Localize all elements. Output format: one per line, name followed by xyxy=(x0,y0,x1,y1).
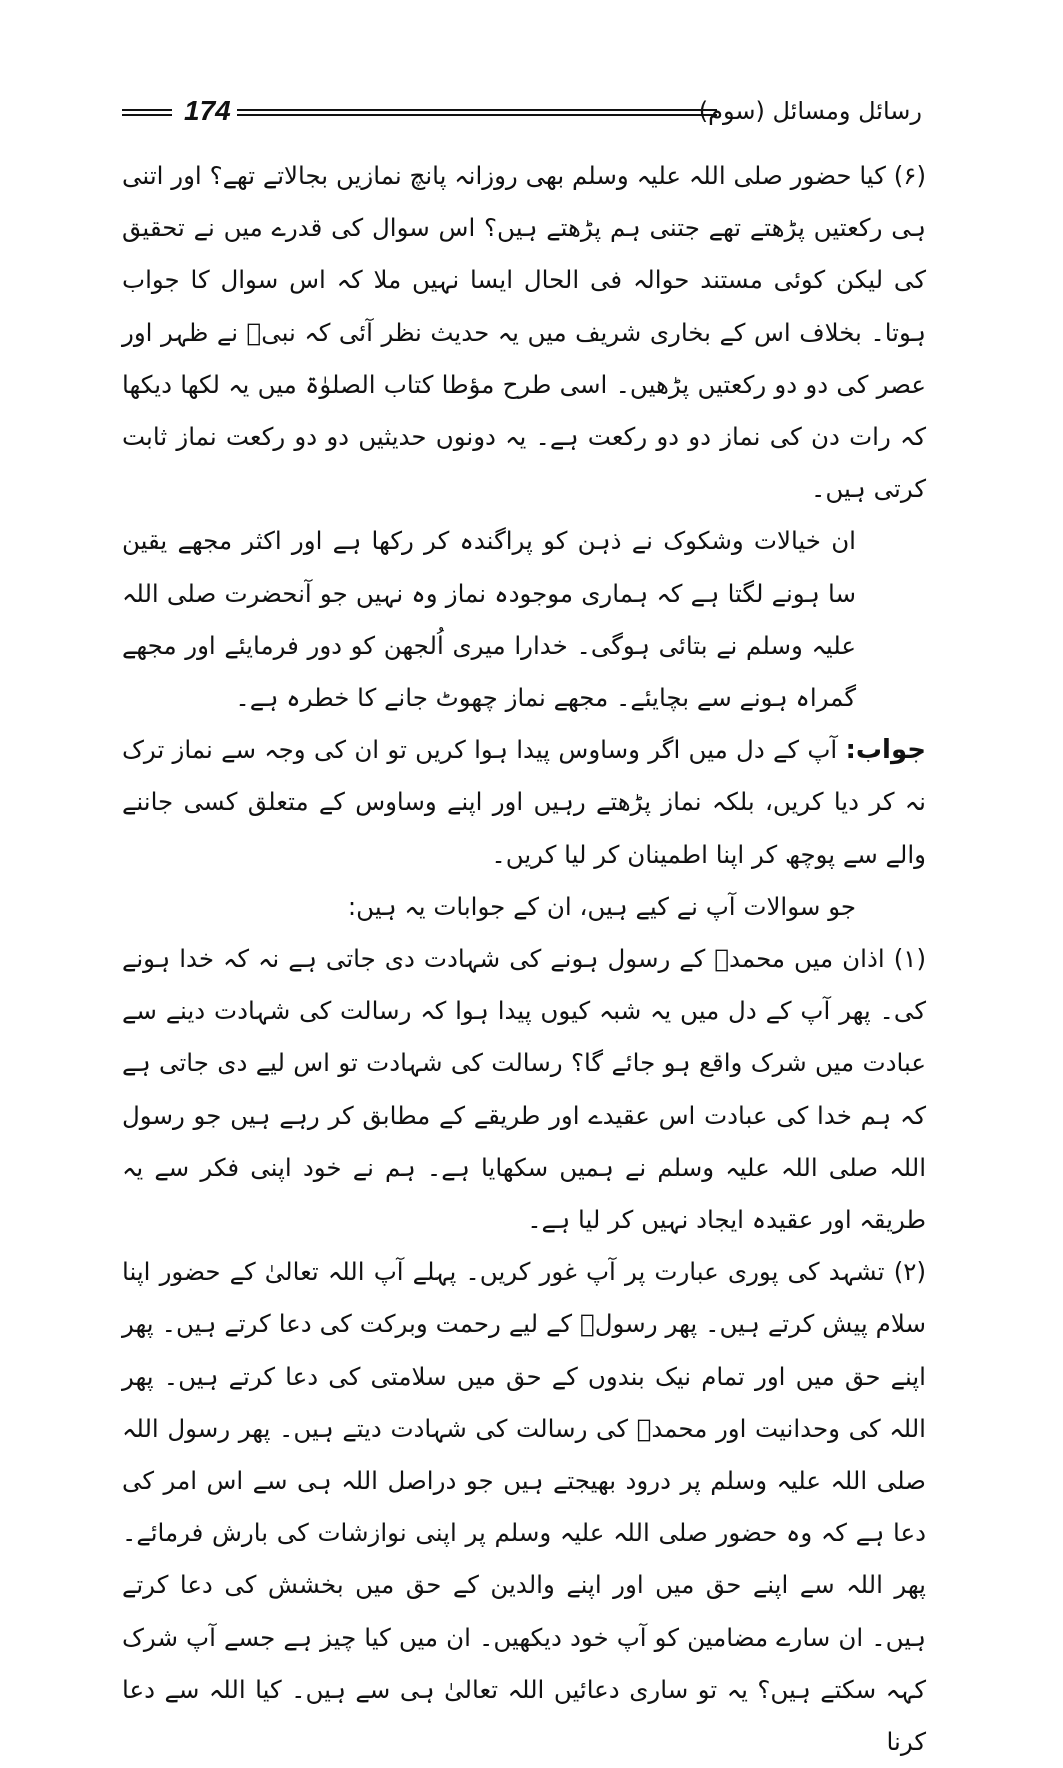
answer-1-paragraph: (۱) اذان میں محمدؐ کے رسول ہونے کی شہادت دی جاتی ہے نہ کہ خدا ہونے کی۔ پھر آپ کے دل میں یہ شبہ کیوں پیدا ہوا کہ رسالت کی شہادت دینے سے عبادت میں شرک واقع ہو جائے گا؟ رسالت کی شہادت تو اس لیے دی جاتی ہے کہ ہم خدا کی عبادت اس عقیدے اور طریقے کے مطابق کر رہے ہیں جو رسول اللہ صلی اللہ علیہ وسلم نے ہمیں سکھایا ہے۔ ہم نے خود اپنی فکر سے یہ طریقہ اور عقیدہ ایجاد نہیں کر لیا ہے۔ xyxy=(122,944,926,1235)
page-body xyxy=(122,150,926,1768)
answer-text: آپ کے دل میں اگر وساوس پیدا ہوا کریں تو ان کی وجہ سے نماز ترک نہ کر دیا کریں، بلکہ نماز پڑھتے رہیں اور اپنے وساوس کے متعلق کسی جاننے والے سے پوچھ کر اپنا اطمینان کر لیا کریں۔ xyxy=(122,735,926,869)
header-rule-left xyxy=(122,109,172,116)
answer-paragraph xyxy=(122,724,926,881)
question-continuation-paragraph: ان خیالات وشکوک نے ذہن کو پراگندہ کر رکھا ہے اور اکثر مجھے یقین سا ہونے لگتا ہے کہ ہماری موجودہ نماز وہ نہیں جو آنحضرت صلی اللہ علیہ وسلم نے بتائی ہوگی۔ خدارا میری اُلجھن کو دور فرمایئے اور مجھے گمراہ ہونے سے بچایئے۔ مجھے نماز چھوٹ جانے کا خطرہ ہے۔ xyxy=(122,526,856,713)
question-6-paragraph: (۶) کیا حضور صلی اللہ علیہ وسلم بھی روزانہ پانچ نمازیں بجالاتے تھے؟ اور اتنی ہی رکعتیں پڑھتے تھے جتنی ہم پڑھتے ہیں؟ اس سوال کی قدرے میں نے تحقیق کی لیکن کوئی مستند حوالہ فی الحال ایسا نہیں ملا کہ اس سوال کا جواب ہوتا۔ بخلاف اس کے بخاری شریف میں یہ حدیث نظر آئی کہ نبیؐ نے ظہر اور عصر کی دو دو رکعتیں پڑھیں۔ اسی طرح مؤطا کتاب الصلوٰۃ میں یہ لکھا دیکھا کہ رات دن کی نماز دو دو رکعت ہے۔ یہ دونوں حدیثیں دو دو رکعت نماز ثابت کرتی ہیں۔ xyxy=(122,161,926,504)
answer-label: جواب: xyxy=(845,735,926,766)
answers-intro: جو سوالات آپ نے کیے ہیں، ان کے جوابات یہ ہیں: xyxy=(347,891,856,921)
answer-2-paragraph: (۲) تشہد کی پوری عبارت پر آپ غور کریں۔ پہلے آپ اللہ تعالیٰ کے حضور اپنا سلام پیش کرتے ہیں۔ پھر رسولؐ کے لیے رحمت وبرکت کی دعا کرتے ہیں۔ پھر اپنے حق میں اور تمام نیک بندوں کے حق میں سلامتی کی دعا کرتے ہیں۔ پھر اللہ کی وحدانیت اور محمدؐ کی رسالت کی شہادت دیتے ہیں۔ پھر رسول اللہ صلی اللہ علیہ وسلم پر درود بھیجتے ہیں جو دراصل اللہ ہی سے اس امر کی دعا ہے کہ وہ حضور صلی اللہ علیہ وسلم پر اپنی نوازشات کی بارش فرمائے۔ پھر اللہ سے اپنے حق میں اور اپنے والدین کے حق میں بخشش کی دعا کرتے ہیں۔ ان سارے مضامین کو آپ خود دیکھیں۔ ان میں کیا چیز ہے جسے آپ شرک کہہ سکتے ہیں؟ یہ تو ساری دعائیں اللہ تعالیٰ ہی سے ہیں۔ کیا اللہ سے دعا کرنا xyxy=(122,1257,926,1757)
header-rule-middle xyxy=(237,109,717,116)
page-header xyxy=(122,95,922,135)
page-number: 174 xyxy=(184,95,231,126)
running-title: رسائل ومسائل (سوم) xyxy=(698,97,922,125)
